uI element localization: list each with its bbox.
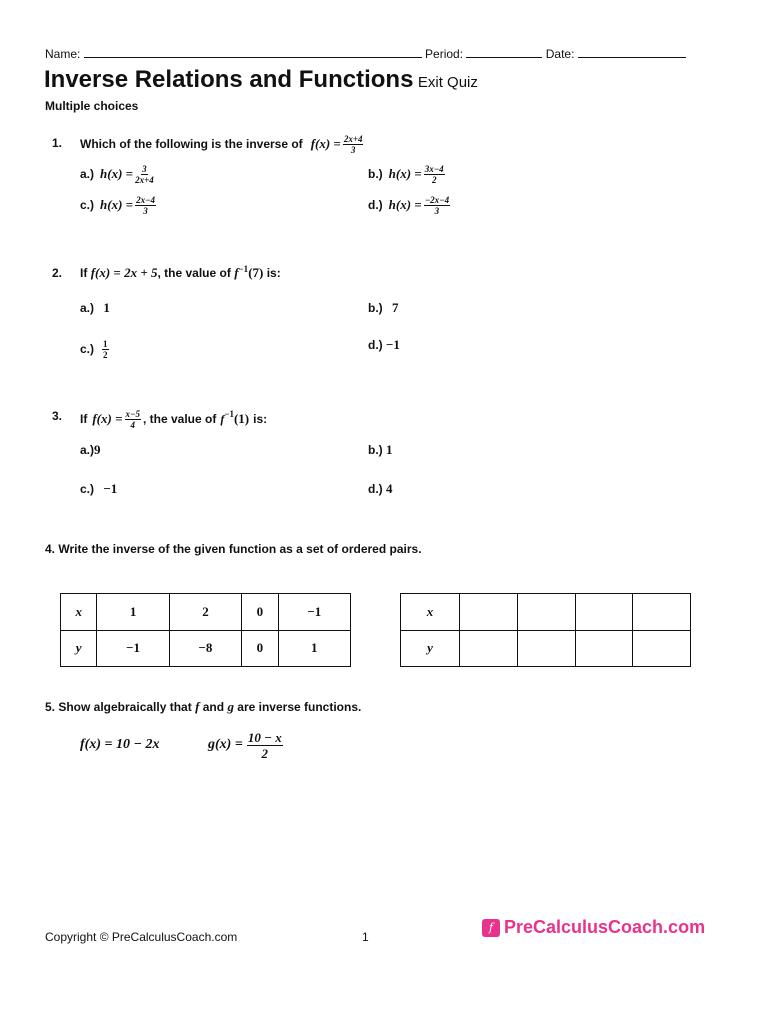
q4-given-table (60, 593, 351, 667)
q1-d-label: d.) (368, 198, 383, 212)
table-cell: 2 (169, 594, 241, 631)
q2-fx: f(x) = 2x + 5 (90, 265, 158, 280)
q1-a-num: 3 (142, 163, 147, 174)
answer-cell[interactable] (517, 594, 575, 631)
q3-d-val: 4 (386, 481, 393, 496)
table-row (401, 630, 691, 667)
q1-a-frac (135, 164, 154, 185)
table-cell: 0 (242, 594, 278, 631)
q5-g-num: 10 − x (247, 729, 282, 745)
name-label: Name: (45, 47, 81, 61)
q3-fx-den: 4 (130, 419, 135, 430)
q3-sup: −1 (224, 409, 234, 419)
q1-number: 1. (52, 136, 63, 150)
q2-c-frac (102, 339, 109, 360)
q3-arg: (1) (233, 411, 250, 426)
q3-number: 3. (52, 409, 63, 423)
q3-option-d[interactable] (368, 481, 393, 497)
q1-c-den: 3 (143, 205, 148, 216)
q2-option-b[interactable] (368, 300, 399, 316)
q1-option-a[interactable] (80, 161, 156, 187)
q5-g-frac (247, 730, 283, 761)
q5-g: g (227, 699, 234, 714)
q2-option-a[interactable] (80, 300, 110, 316)
period-blank[interactable] (466, 47, 542, 58)
q2-a-label: a.) (80, 301, 95, 315)
q2-c-den: 2 (103, 349, 108, 360)
q1-stem (80, 131, 365, 157)
q1-c-num: 2x−4 (136, 194, 156, 205)
table-row (61, 594, 351, 631)
q2-option-d[interactable] (368, 337, 400, 353)
answer-cell[interactable] (460, 594, 518, 631)
q2-number: 2. (52, 266, 63, 280)
table-cell: y (401, 630, 460, 667)
answer-cell[interactable] (633, 630, 691, 667)
q3-b-label: b.) (368, 443, 383, 457)
q2-a-val: 1 (103, 300, 110, 315)
q1-b-den: 2 (431, 174, 437, 185)
q2-c-label: c.) (80, 342, 95, 356)
table-row (61, 630, 351, 667)
q3-stem (80, 406, 267, 432)
q3-option-a[interactable] (80, 442, 101, 458)
q5-text-a: 5. Show algebraically that (45, 700, 192, 714)
q1-a-label: a.) (80, 167, 95, 181)
answer-cell[interactable] (517, 630, 575, 667)
q1-option-d[interactable] (368, 192, 452, 218)
q1-d-expr: h(x) = (388, 197, 422, 212)
table-cell: x (61, 594, 97, 631)
q1-fx-den: 3 (350, 144, 356, 155)
q2-d-val: −1 (386, 337, 400, 352)
q3-option-b[interactable] (368, 442, 393, 458)
q2-stem (80, 264, 281, 281)
logo-icon: f (482, 919, 500, 937)
q3-if: If (80, 412, 88, 426)
q2-mid: , the value of (157, 266, 231, 280)
q3-c-label: c.) (80, 482, 95, 496)
q3-d-label: d.) (368, 482, 383, 496)
q3-c-val: −1 (103, 481, 118, 496)
q5-g-den: 2 (261, 745, 268, 761)
q5-text-b: are inverse functions. (237, 700, 362, 714)
q5-f: f (195, 699, 200, 714)
table-cell: x (401, 594, 460, 631)
q1-a-expr: h(x) = (100, 166, 134, 181)
table-cell: 1 (97, 594, 169, 631)
table-cell: −8 (169, 630, 241, 667)
q2-finv: f (234, 265, 239, 280)
q4-text: 4. Write the inverse of the given function as a set of ordered pairs. (45, 542, 422, 556)
title-sub: Exit Quiz (417, 74, 478, 91)
answer-cell[interactable] (575, 594, 633, 631)
table-cell: 1 (278, 630, 350, 667)
q5-text (45, 699, 361, 715)
q1-b-expr: h(x) = (388, 166, 422, 181)
answer-cell[interactable] (633, 594, 691, 631)
q1-option-b[interactable] (368, 161, 447, 187)
q2-end: is: (266, 266, 281, 280)
q4-answer-table (400, 593, 691, 667)
q1-fx: f(x) = (310, 136, 341, 151)
answer-cell[interactable] (575, 630, 633, 667)
q3-a-label: a.) (80, 443, 95, 457)
q1-d-num: −2x−4 (424, 194, 450, 205)
name-blank[interactable] (84, 47, 422, 58)
q1-d-den: 3 (434, 205, 440, 216)
q3-finv: f (220, 411, 225, 426)
q1-b-num: 3x−4 (424, 163, 444, 174)
answer-cell[interactable] (460, 630, 518, 667)
q5-g-def (208, 726, 285, 764)
logo-text: PreCalculusCoach.com (504, 917, 706, 937)
table-cell: y (61, 630, 97, 667)
table-cell: 0 (242, 630, 278, 667)
title-main: Inverse Relations and Functions (44, 66, 414, 93)
q5-f-def: f(x) = 10 − 2x (80, 737, 160, 752)
q3-fx-frac (125, 409, 141, 430)
q1-option-c[interactable] (80, 192, 158, 218)
q3-fx-num: x−5 (125, 408, 140, 419)
q1-c-expr: h(x) = (100, 197, 134, 212)
q1-d-frac (424, 195, 450, 216)
q1-b-frac (424, 164, 445, 185)
table-cell: −1 (278, 594, 350, 631)
page-number: 1 (362, 930, 369, 944)
q5-and: and (202, 700, 225, 714)
footer-copyright: Copyright © PreCalculusCoach.com (45, 930, 238, 944)
q1-fx-num: 2x+4 (343, 133, 363, 144)
period-label: Period: (425, 47, 464, 61)
q1-fx-frac (343, 134, 364, 155)
q3-option-c[interactable] (80, 481, 117, 497)
date-label: Date: (545, 47, 575, 61)
table-row (401, 594, 691, 631)
q2-c-num: 1 (103, 338, 108, 349)
date-blank[interactable] (578, 47, 686, 58)
q2-b-label: b.) (368, 301, 383, 315)
table-cell: −1 (97, 630, 169, 667)
q2-b-val: 7 (392, 300, 399, 315)
q3-b-val: 1 (386, 442, 393, 457)
q2-sup: −1 (238, 264, 249, 274)
q2-d-label: d.) (368, 338, 383, 352)
q3-end: is: (253, 412, 268, 426)
q1-c-label: c.) (80, 198, 95, 212)
header-line (45, 47, 686, 61)
q2-option-c[interactable] (80, 335, 111, 363)
page-title (44, 66, 478, 94)
q1-c-frac (135, 195, 156, 216)
footer-logo (482, 917, 705, 938)
q1-b-label: b.) (368, 167, 383, 181)
q1-a-den: 2x+4 (135, 174, 154, 185)
q3-a-val: 9 (94, 442, 101, 457)
q1-text: Which of the following is the inverse of (80, 137, 303, 151)
q5-g-expr: g(x) = (208, 737, 243, 752)
section-heading: Multiple choices (45, 99, 139, 113)
q3-fx: f(x) = (92, 411, 123, 426)
q2-arg: (7) (248, 265, 264, 280)
q2-if: If (80, 266, 88, 280)
q3-mid: , the value of (142, 412, 217, 426)
